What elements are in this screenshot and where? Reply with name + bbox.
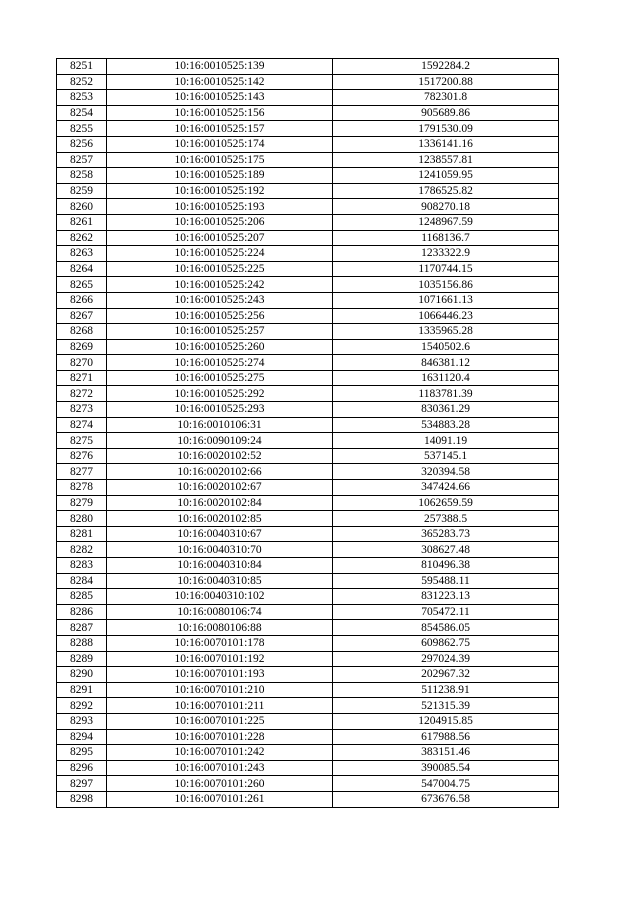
cadastral-value-cell: 830361.29 [333,402,559,418]
cadastral-value-cell: 831223.13 [333,589,559,605]
cadastral-number-cell: 10:16:0010525:260 [107,339,333,355]
cadastral-number-cell: 10:16:0010525:174 [107,136,333,152]
cadastral-number-cell: 10:16:0010525:139 [107,59,333,75]
table-row [57,370,559,386]
table-row [57,90,559,106]
table-row [57,698,559,714]
row-number-cell: 8274 [57,417,107,433]
table-row [57,776,559,792]
table-row [57,121,559,137]
cadastral-value-cell: 1233322.9 [333,246,559,262]
table-row [57,760,559,776]
cadastral-number-cell: 10:16:0070101:210 [107,682,333,698]
cadastral-number-cell: 10:16:0010525:143 [107,90,333,106]
cadastral-number-cell: 10:16:0040310:67 [107,526,333,542]
cadastral-number-cell: 10:16:0070101:260 [107,776,333,792]
row-number-cell: 8264 [57,261,107,277]
table-row [57,183,559,199]
cadastral-number-cell: 10:16:0040310:84 [107,558,333,574]
row-number-cell: 8275 [57,433,107,449]
table-row [57,402,559,418]
cadastral-value-cell: 308627.48 [333,542,559,558]
cadastral-number-cell: 10:16:0010525:242 [107,277,333,293]
row-number-cell: 8285 [57,589,107,605]
cadastral-value-cell: 1066446.23 [333,308,559,324]
table-row [57,308,559,324]
row-number-cell: 8251 [57,59,107,75]
row-number-cell: 8276 [57,448,107,464]
cadastral-value-cell: 14091.19 [333,433,559,449]
table-row [57,635,559,651]
cadastral-number-cell: 10:16:0010525:156 [107,105,333,121]
row-number-cell: 8297 [57,776,107,792]
cadastral-number-cell: 10:16:0010525:275 [107,370,333,386]
table-row [57,168,559,184]
cadastral-value-cell: 320394.58 [333,464,559,480]
row-number-cell: 8284 [57,573,107,589]
row-number-cell: 8257 [57,152,107,168]
cadastral-number-cell: 10:16:0090109:24 [107,433,333,449]
cadastral-number-cell: 10:16:0010525:192 [107,183,333,199]
row-number-cell: 8270 [57,355,107,371]
table-row [57,620,559,636]
table-row [57,745,559,761]
table-row [57,59,559,75]
cadastral-value-cell: 347424.66 [333,480,559,496]
table-row [57,713,559,729]
cadastral-value-cell: 383151.46 [333,745,559,761]
table-row [57,136,559,152]
row-number-cell: 8265 [57,277,107,293]
cadastral-number-cell: 10:16:0010525:224 [107,246,333,262]
row-number-cell: 8273 [57,402,107,418]
cadastral-number-cell: 10:16:0070101:193 [107,667,333,683]
cadastral-number-cell: 10:16:0020102:66 [107,464,333,480]
cadastral-number-cell: 10:16:0040310:85 [107,573,333,589]
cadastral-value-cell: 390085.54 [333,760,559,776]
table-row [57,448,559,464]
row-number-cell: 8290 [57,667,107,683]
cadastral-number-cell: 10:16:0010525:274 [107,355,333,371]
table-row [57,682,559,698]
table-row [57,386,559,402]
table-row [57,604,559,620]
table-row [57,105,559,121]
row-number-cell: 8298 [57,791,107,807]
cadastral-number-cell: 10:16:0020102:52 [107,448,333,464]
row-number-cell: 8282 [57,542,107,558]
table-body [57,59,559,808]
row-number-cell: 8261 [57,214,107,230]
table-row [57,433,559,449]
cadastral-number-cell: 10:16:0070101:242 [107,745,333,761]
row-number-cell: 8289 [57,651,107,667]
cadastral-number-cell: 10:16:0010525:142 [107,74,333,90]
cadastral-value-table [56,58,559,808]
cadastral-value-cell: 1238557.81 [333,152,559,168]
cadastral-number-cell: 10:16:0070101:178 [107,635,333,651]
table-row [57,246,559,262]
cadastral-value-cell: 1071661.13 [333,292,559,308]
cadastral-value-cell: 782301.8 [333,90,559,106]
table-row [57,480,559,496]
table-row [57,558,559,574]
row-number-cell: 8277 [57,464,107,480]
cadastral-value-cell: 1183781.39 [333,386,559,402]
cadastral-number-cell: 10:16:0070101:225 [107,713,333,729]
cadastral-value-cell: 1592284.2 [333,59,559,75]
table-row [57,729,559,745]
cadastral-value-cell: 297024.39 [333,651,559,667]
cadastral-value-cell: 1791530.09 [333,121,559,137]
row-number-cell: 8292 [57,698,107,714]
row-number-cell: 8269 [57,339,107,355]
row-number-cell: 8283 [57,558,107,574]
cadastral-value-cell: 905689.86 [333,105,559,121]
cadastral-number-cell: 10:16:0070101:192 [107,651,333,667]
cadastral-number-cell: 10:16:0010525:157 [107,121,333,137]
table-row [57,417,559,433]
cadastral-value-cell: 1517200.88 [333,74,559,90]
cadastral-number-cell: 10:16:0040310:70 [107,542,333,558]
cadastral-number-cell: 10:16:0010525:207 [107,230,333,246]
cadastral-value-cell: 1336141.16 [333,136,559,152]
table-row [57,214,559,230]
cadastral-number-cell: 10:16:0010525:257 [107,324,333,340]
table-row [57,324,559,340]
table-row [57,199,559,215]
row-number-cell: 8258 [57,168,107,184]
cadastral-number-cell: 10:16:0010106:31 [107,417,333,433]
cadastral-number-cell: 10:16:0010525:206 [107,214,333,230]
row-number-cell: 8263 [57,246,107,262]
cadastral-value-cell: 1335965.28 [333,324,559,340]
table-row [57,667,559,683]
table-row [57,651,559,667]
cadastral-value-cell: 1170744.15 [333,261,559,277]
cadastral-number-cell: 10:16:0080106:74 [107,604,333,620]
row-number-cell: 8267 [57,308,107,324]
table-row [57,261,559,277]
row-number-cell: 8260 [57,199,107,215]
row-number-cell: 8296 [57,760,107,776]
row-number-cell: 8259 [57,183,107,199]
table-row [57,526,559,542]
table-row [57,791,559,807]
cadastral-value-cell: 1062659.59 [333,495,559,511]
cadastral-number-cell: 10:16:0070101:261 [107,791,333,807]
table-row [57,230,559,246]
table-row [57,511,559,527]
cadastral-number-cell: 10:16:0010525:293 [107,402,333,418]
cadastral-value-cell: 365283.73 [333,526,559,542]
cadastral-value-cell: 1540502.6 [333,339,559,355]
cadastral-value-cell: 810496.38 [333,558,559,574]
cadastral-number-cell: 10:16:0020102:85 [107,511,333,527]
cadastral-value-cell: 854586.05 [333,620,559,636]
cadastral-value-cell: 547004.75 [333,776,559,792]
row-number-cell: 8294 [57,729,107,745]
cadastral-value-cell: 521315.39 [333,698,559,714]
cadastral-number-cell: 10:16:0010525:292 [107,386,333,402]
cadastral-value-cell: 595488.11 [333,573,559,589]
row-number-cell: 8279 [57,495,107,511]
row-number-cell: 8253 [57,90,107,106]
row-number-cell: 8252 [57,74,107,90]
table-row [57,74,559,90]
table-row [57,542,559,558]
row-number-cell: 8293 [57,713,107,729]
cadastral-number-cell: 10:16:0010525:175 [107,152,333,168]
cadastral-number-cell: 10:16:0070101:211 [107,698,333,714]
cadastral-number-cell: 10:16:0040310:102 [107,589,333,605]
row-number-cell: 8256 [57,136,107,152]
cadastral-number-cell: 10:16:0070101:243 [107,760,333,776]
row-number-cell: 8295 [57,745,107,761]
row-number-cell: 8266 [57,292,107,308]
row-number-cell: 8287 [57,620,107,636]
row-number-cell: 8278 [57,480,107,496]
table-row [57,292,559,308]
table-row [57,277,559,293]
row-number-cell: 8281 [57,526,107,542]
table-row [57,495,559,511]
cadastral-number-cell: 10:16:0010525:225 [107,261,333,277]
cadastral-value-cell: 673676.58 [333,791,559,807]
cadastral-value-cell: 609862.75 [333,635,559,651]
cadastral-value-cell: 1786525.82 [333,183,559,199]
cadastral-number-cell: 10:16:0070101:228 [107,729,333,745]
row-number-cell: 8288 [57,635,107,651]
cadastral-number-cell: 10:16:0020102:84 [107,495,333,511]
cadastral-number-cell: 10:16:0010525:256 [107,308,333,324]
table-row [57,573,559,589]
row-number-cell: 8272 [57,386,107,402]
table-row [57,355,559,371]
row-number-cell: 8255 [57,121,107,137]
cadastral-value-cell: 1035156.86 [333,277,559,293]
row-number-cell: 8291 [57,682,107,698]
cadastral-value-cell: 202967.32 [333,667,559,683]
cadastral-number-cell: 10:16:0010525:243 [107,292,333,308]
row-number-cell: 8271 [57,370,107,386]
row-number-cell: 8254 [57,105,107,121]
cadastral-value-cell: 511238.91 [333,682,559,698]
row-number-cell: 8268 [57,324,107,340]
cadastral-value-cell: 705472.11 [333,604,559,620]
cadastral-number-cell: 10:16:0080106:88 [107,620,333,636]
cadastral-value-cell: 537145.1 [333,448,559,464]
cadastral-number-cell: 10:16:0010525:193 [107,199,333,215]
table-row [57,152,559,168]
cadastral-number-cell: 10:16:0020102:67 [107,480,333,496]
table-row [57,589,559,605]
cadastral-value-cell: 908270.18 [333,199,559,215]
cadastral-number-cell: 10:16:0010525:189 [107,168,333,184]
row-number-cell: 8286 [57,604,107,620]
cadastral-value-cell: 617988.56 [333,729,559,745]
cadastral-value-cell: 1631120.4 [333,370,559,386]
cadastral-value-cell: 257388.5 [333,511,559,527]
table-row [57,339,559,355]
table-row [57,464,559,480]
cadastral-value-cell: 846381.12 [333,355,559,371]
cadastral-value-cell: 1204915.85 [333,713,559,729]
cadastral-value-cell: 534883.28 [333,417,559,433]
row-number-cell: 8280 [57,511,107,527]
cadastral-value-cell: 1241059.95 [333,168,559,184]
row-number-cell: 8262 [57,230,107,246]
cadastral-value-cell: 1168136.7 [333,230,559,246]
cadastral-value-cell: 1248967.59 [333,214,559,230]
